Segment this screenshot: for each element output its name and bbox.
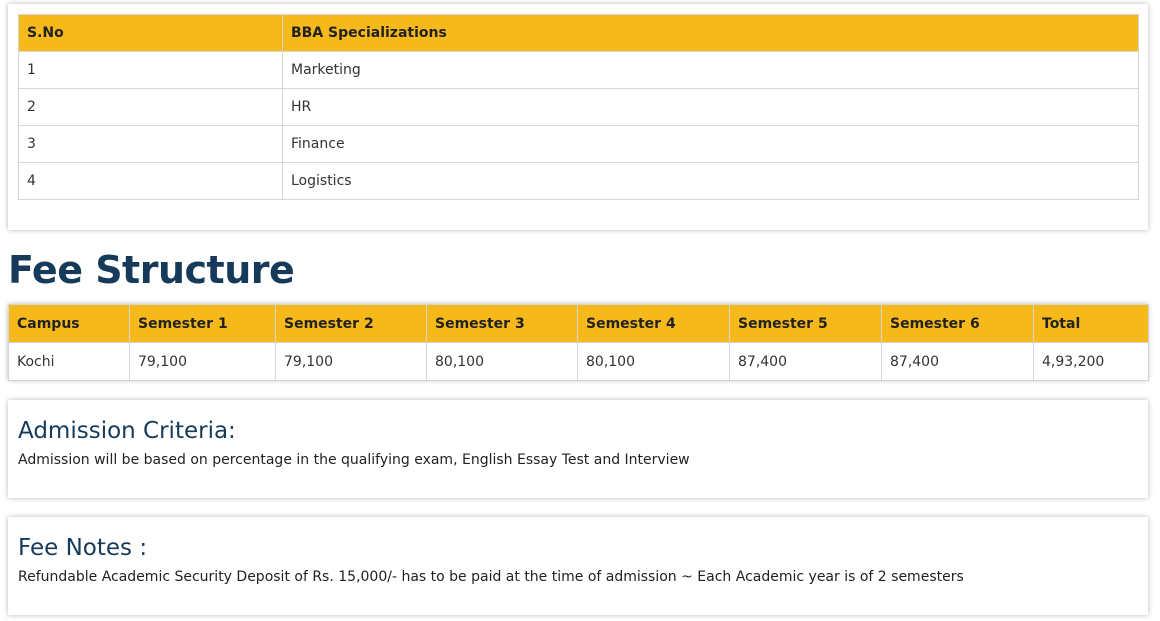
column-header-semester-3: Semester 3 xyxy=(427,305,578,343)
fee-header-row xyxy=(9,305,1149,343)
column-header-specialization: BBA Specializations xyxy=(283,15,1139,52)
cell-total: 4,93,200 xyxy=(1034,343,1149,381)
row-sno: 1 xyxy=(19,52,283,89)
admission-criteria-card xyxy=(8,400,1148,498)
column-header-semester-4: Semester 4 xyxy=(578,305,730,343)
specializations-card xyxy=(8,4,1148,230)
cell-semester-3: 80,100 xyxy=(427,343,578,381)
table-row xyxy=(19,52,1139,89)
table-row xyxy=(19,89,1139,126)
column-header-semester-6: Semester 6 xyxy=(882,305,1034,343)
fee-structure-card xyxy=(8,304,1148,380)
row-sno: 3 xyxy=(19,126,283,163)
column-header-semester-1: Semester 1 xyxy=(130,305,276,343)
cell-semester-2: 79,100 xyxy=(276,343,427,381)
column-header-campus: Campus xyxy=(9,305,130,343)
row-specialization: Marketing xyxy=(283,52,1139,89)
row-sno: 2 xyxy=(19,89,283,126)
fee-notes-title: Fee Notes : xyxy=(18,535,148,561)
row-sno: 4 xyxy=(19,163,283,200)
column-header-semester-5: Semester 5 xyxy=(730,305,882,343)
table-row xyxy=(9,343,1149,381)
fee-notes-card xyxy=(8,517,1148,615)
row-specialization: Finance xyxy=(283,126,1139,163)
fee-notes-text: Refundable Academic Security Deposit of Rs. 15,000/- has to be paid at the time of admission ~ Each Academic year is of 2 semesters xyxy=(18,569,964,585)
row-specialization: HR xyxy=(283,89,1139,126)
admission-criteria-title: Admission Criteria: xyxy=(18,418,236,444)
column-header-sno: S.No xyxy=(19,15,283,52)
table-header-row xyxy=(19,15,1139,52)
cell-semester-1: 79,100 xyxy=(130,343,276,381)
cell-campus: Kochi xyxy=(9,343,130,381)
table-row xyxy=(19,126,1139,163)
fee-structure-table xyxy=(8,304,1149,381)
column-header-semester-2: Semester 2 xyxy=(276,305,427,343)
table-row xyxy=(19,163,1139,200)
fee-structure-title: Fee Structure xyxy=(8,248,295,292)
cell-semester-5: 87,400 xyxy=(730,343,882,381)
admission-criteria-text: Admission will be based on percentage in the qualifying exam, English Essay Test and Interview xyxy=(18,452,690,468)
specializations-table xyxy=(18,14,1139,200)
column-header-total: Total xyxy=(1034,305,1149,343)
row-specialization: Logistics xyxy=(283,163,1139,200)
cell-semester-6: 87,400 xyxy=(882,343,1034,381)
cell-semester-4: 80,100 xyxy=(578,343,730,381)
